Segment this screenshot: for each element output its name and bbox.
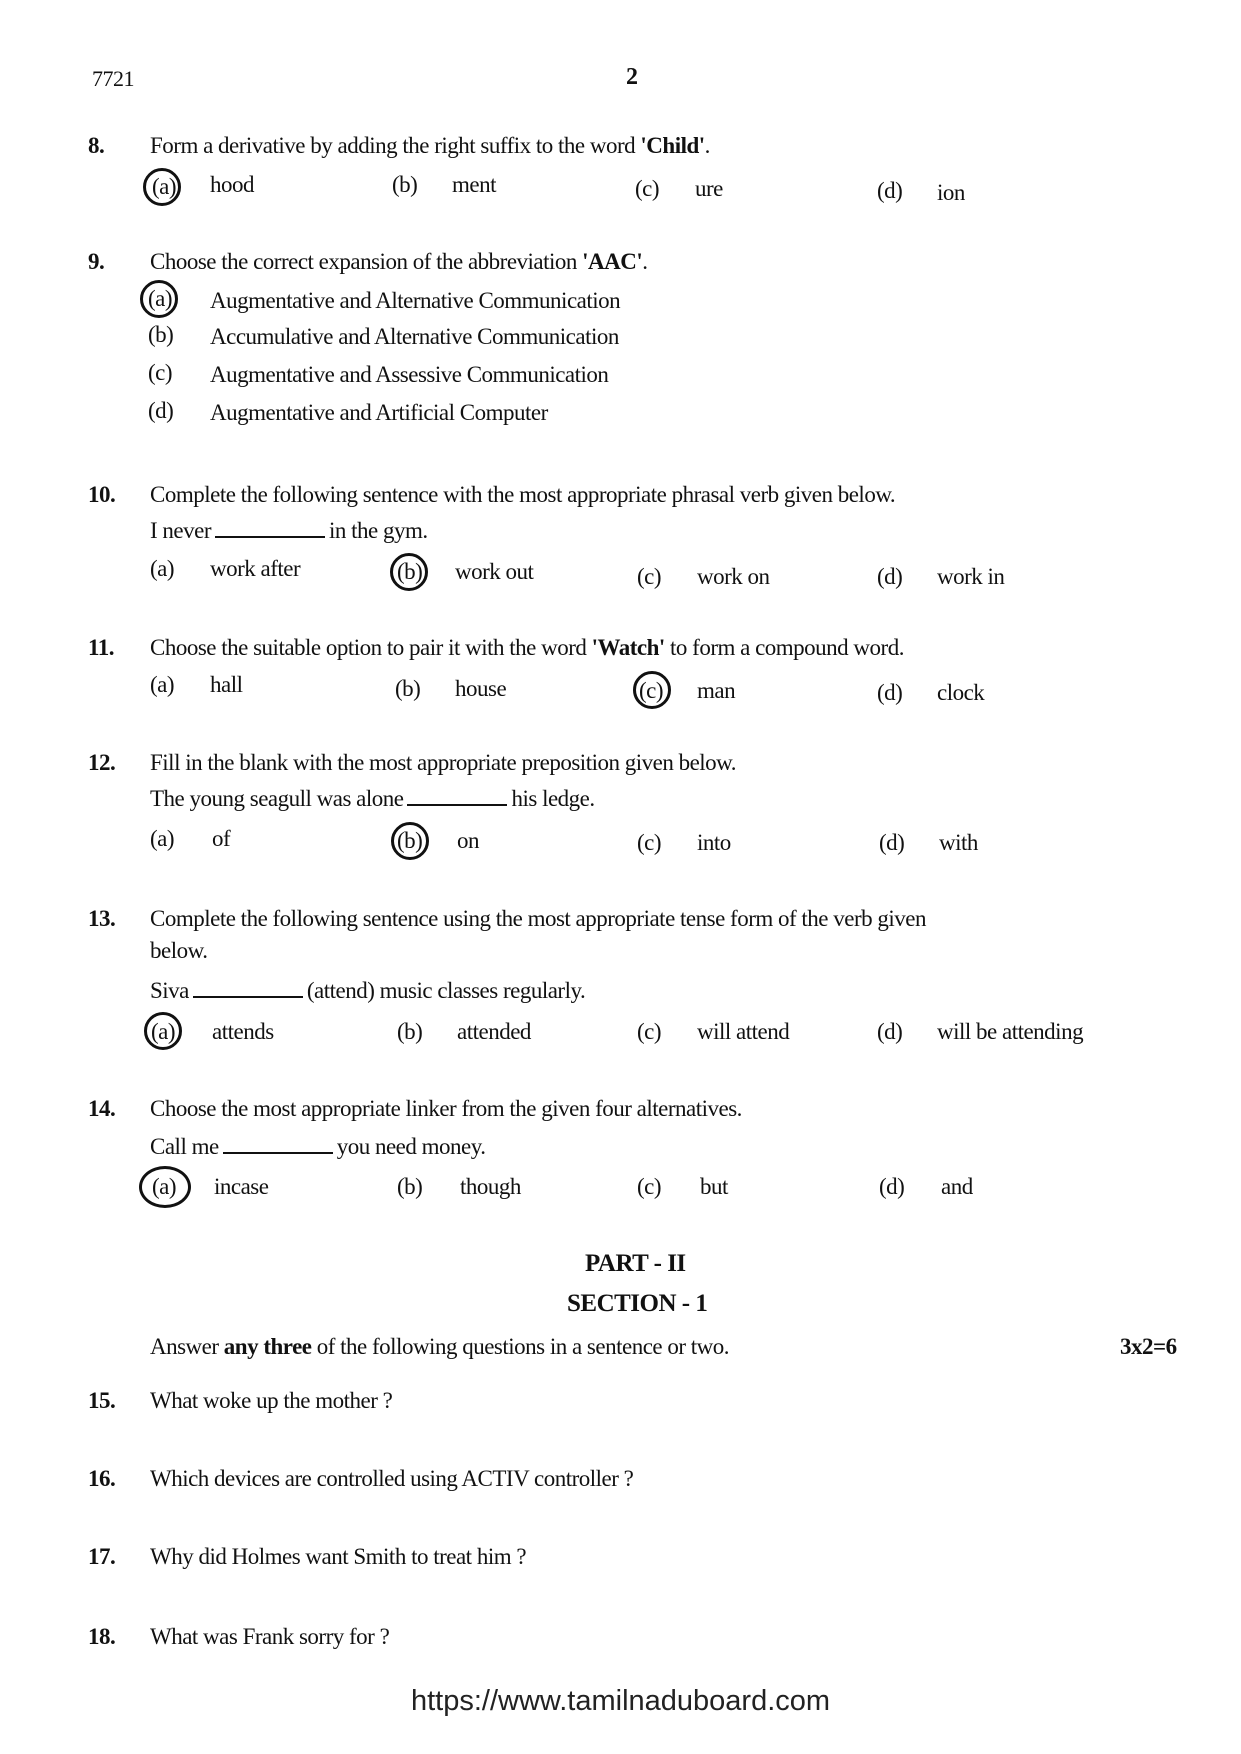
section-marks: 3x2=6 (1120, 1334, 1177, 1359)
option-label-d: (d) (148, 398, 174, 423)
option-text-c: work on (697, 564, 770, 589)
question-text: Choose the most appropriate linker from the given four alternatives. (150, 1096, 742, 1121)
option-text-d: ion (937, 180, 965, 205)
sentence-with-blank: Siva (attend) music classes regularly. (150, 978, 586, 1003)
option-label-b: (b) (392, 172, 418, 197)
option-text-b: work out (455, 559, 534, 584)
question-number: 17. (88, 1544, 116, 1569)
option-text-b: Accumulative and Alternative Communication (210, 324, 619, 349)
question-number: 16. (88, 1466, 116, 1491)
option-text-d: and (941, 1174, 973, 1199)
option-text-c: man (697, 678, 736, 703)
option-label-d: (d) (879, 1174, 905, 1199)
question-number: 13. (88, 906, 116, 931)
question-text: Why did Holmes want Smith to treat him ? (150, 1544, 527, 1569)
footer-url: https://www.tamilnaduboard.com (410, 1685, 831, 1717)
option-label-d: (d) (877, 178, 903, 203)
fill-blank (193, 995, 303, 998)
fill-blank (407, 803, 507, 806)
option-text-a: of (212, 826, 231, 851)
fill-blank (215, 535, 325, 538)
option-label-c: (c) (637, 1174, 662, 1199)
option-label-b: (b) (395, 676, 421, 701)
option-label-c: (c) (148, 360, 173, 385)
option-text-c: into (697, 830, 731, 855)
option-label-a: (a) (152, 1174, 177, 1199)
question-number: 18. (88, 1624, 116, 1649)
option-label-b: (b) (397, 1174, 423, 1199)
option-label-d: (d) (877, 1019, 903, 1044)
sentence-with-blank: The young seagull was alone his ledge. (150, 786, 595, 811)
option-label-c: (c) (637, 1019, 662, 1044)
option-text-d: Augmentative and Artificial Computer (210, 400, 548, 425)
option-label-b: (b) (397, 828, 423, 853)
option-label-a: (a) (152, 174, 177, 199)
question-number: 11. (88, 635, 114, 660)
option-label-a: (a) (151, 1019, 176, 1044)
question-text: Fill in the blank with the most appropriate preposition given below. (150, 750, 737, 775)
option-text-a: incase (214, 1174, 269, 1199)
option-label-b: (b) (148, 322, 174, 347)
option-text-a: work after (210, 556, 301, 581)
option-label-d: (d) (877, 680, 903, 705)
section-instruction: Answer any three of the following questions in a sentence or two. (150, 1334, 730, 1359)
question-number: 14. (88, 1096, 116, 1121)
option-text-b: on (457, 828, 479, 853)
question-text-line-2: below. (150, 938, 208, 963)
question-number: 10. (88, 482, 116, 507)
question-text: Choose the correct expansion of the abbreviation 'AAC'. (150, 249, 648, 274)
question-text: Complete the following sentence with the most appropriate phrasal verb given below. (150, 482, 896, 507)
option-text-d: work in (937, 564, 1005, 589)
option-label-c: (c) (639, 678, 664, 703)
page-number: 2 (626, 64, 638, 90)
question-text: Which devices are controlled using ACTIV controller ? (150, 1466, 634, 1491)
option-text-d: clock (937, 680, 985, 705)
question-number: 9. (88, 249, 105, 274)
sentence-with-blank: I never in the gym. (150, 518, 428, 543)
option-label-b: (b) (397, 559, 423, 584)
part-title: PART - II (585, 1250, 686, 1277)
option-text-a: attends (212, 1019, 274, 1044)
fill-blank (223, 1151, 333, 1154)
option-label-a: (a) (148, 286, 173, 311)
option-label-d: (d) (877, 564, 903, 589)
question-text: Choose the suitable option to pair it with the word 'Watch' to form a compound word. (150, 635, 904, 660)
option-text-d: will be attending (937, 1019, 1084, 1044)
option-text-c: Augmentative and Assessive Communication (210, 362, 609, 387)
option-text-b: though (460, 1174, 521, 1199)
option-text-b: house (455, 676, 507, 701)
sentence-with-blank: Call me you need money. (150, 1134, 486, 1159)
option-label-b: (b) (397, 1019, 423, 1044)
paper-code: 7721 (92, 66, 134, 91)
option-label-a: (a) (150, 826, 175, 851)
option-text-b: ment (452, 172, 496, 197)
option-label-c: (c) (635, 176, 660, 201)
option-text-c: ure (695, 176, 723, 201)
option-text-a: hall (210, 672, 243, 697)
option-text-c: will attend (697, 1019, 790, 1044)
option-label-c: (c) (637, 830, 662, 855)
question-text: What woke up the mother ? (150, 1388, 393, 1413)
question-number: 8. (88, 133, 105, 158)
option-label-a: (a) (150, 672, 175, 697)
question-number: 12. (88, 750, 116, 775)
option-label-a: (a) (150, 556, 175, 581)
question-number: 15. (88, 1388, 116, 1413)
option-text-c: but (700, 1174, 728, 1199)
question-text: Form a derivative by adding the right suffix to the word 'Child'. (150, 133, 710, 158)
section-title: SECTION - 1 (567, 1290, 708, 1317)
option-label-d: (d) (879, 830, 905, 855)
option-text-a: Augmentative and Alternative Communication (210, 288, 621, 313)
question-text-line-1: Complete the following sentence using the most appropriate tense form of the verb given (150, 906, 926, 931)
option-text-a: hood (210, 172, 254, 197)
option-label-c: (c) (637, 564, 662, 589)
option-text-b: attended (457, 1019, 531, 1044)
question-text: What was Frank sorry for ? (150, 1624, 390, 1649)
option-text-d: with (939, 830, 978, 855)
